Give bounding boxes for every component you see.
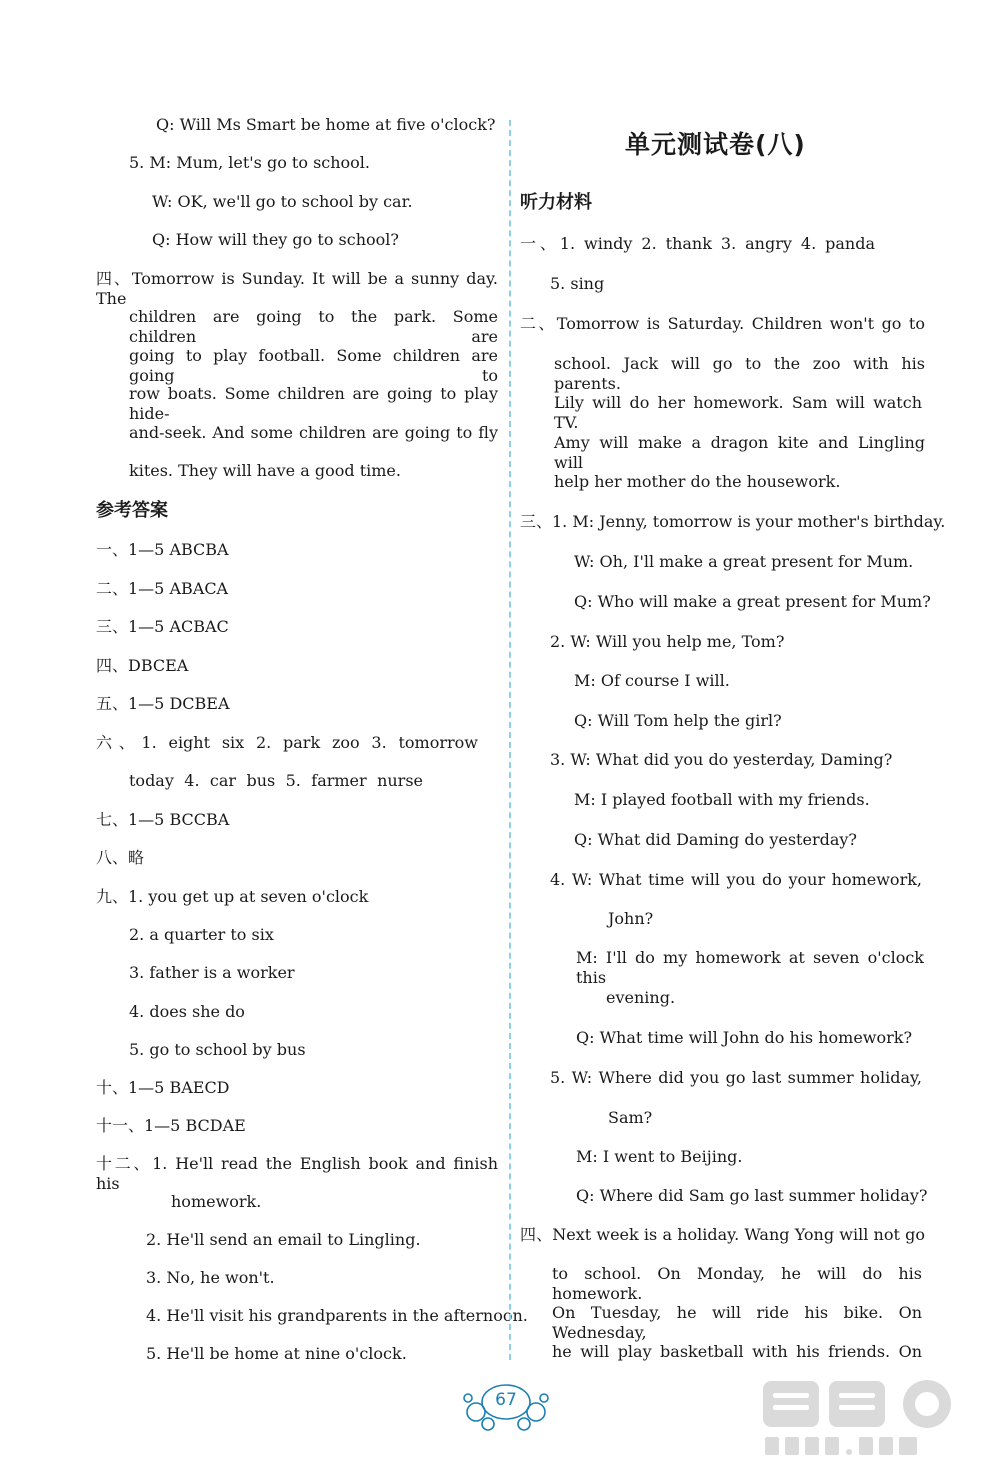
text-line: to school. On Monday, he will do his homework. [552, 1264, 922, 1303]
text-line: Q: How will they go to school? [152, 230, 399, 249]
page-number-badge [460, 1378, 552, 1436]
text-line: 四、Next week is a holiday. Wang Yong will not go [520, 1225, 925, 1244]
answer-line: 六、1. eight six 2. park zoo 3. tomorrow [96, 733, 478, 752]
answer-line: 二、1—5 ABACA [96, 579, 229, 598]
text-line: W: Oh, I'll make a great present for Mum. [574, 552, 914, 571]
text-line: school. Jack will go to the zoo with his parents. [554, 354, 925, 393]
text-line: 二、Tomorrow is Saturday. Children won't go to [520, 314, 925, 333]
page-number: 67 [495, 1390, 517, 1410]
text-line: M: I'll do my homework at seven o'clock this [576, 948, 924, 987]
answer-line: 3. father is a worker [129, 963, 295, 982]
answer-line: 十、1—5 BAECD [96, 1078, 230, 1097]
text-line: Sam? [608, 1108, 653, 1127]
page-title: 单元测试卷(八) [625, 130, 806, 159]
answer-circle-logo-icon [755, 1375, 995, 1465]
text-line: evening. [606, 988, 676, 1007]
text-line: going to play football. Some children are going to [129, 346, 498, 385]
answer-line: 十二、1. He'll read the English book and finish his [96, 1154, 498, 1193]
text-line: M: I played football with my friends. [574, 790, 870, 809]
text-line: 3. W: What did you do yesterday, Daming? [550, 750, 893, 769]
text-line: 4. W: What time will you do your homework, [550, 870, 922, 889]
text-line: children are going to the park. Some children are [129, 307, 498, 346]
text-line: and-seek. And some children are going to fly [129, 423, 498, 442]
watermark-logo [755, 1375, 995, 1465]
text-line: he will play basketball with his friends. On [552, 1342, 922, 1361]
text-line: 5. M: Mum, let's go to school. [129, 153, 371, 172]
answer-line: 4. He'll visit his grandparents in the afternoon. [146, 1306, 528, 1325]
text-line: W: OK, we'll go to school by car. [152, 192, 413, 211]
text-line: 一、1. windy 2. thank 3. angry 4. panda [520, 234, 875, 253]
answer-line: 五、1—5 DCBEA [96, 694, 230, 713]
text-line: 5. sing [550, 274, 605, 293]
answer-line: 九、1. you get up at seven o'clock [96, 887, 369, 906]
answer-line: 4. does she do [129, 1002, 245, 1021]
answer-line: 5. go to school by bus [129, 1040, 306, 1059]
text-line: help her mother do the housework. [554, 472, 841, 491]
answer-line: 三、1—5 ACBAC [96, 617, 229, 636]
text-line: 2. W: Will you help me, Tom? [550, 632, 785, 651]
text-line: 5. W: Where did you go last summer holiday, [550, 1068, 922, 1087]
text-line: Q: Where did Sam go last summer holiday? [576, 1186, 928, 1205]
text-line: 四、Tomorrow is Sunday. It will be a sunny day. The [96, 269, 498, 308]
text-line: M: Of course I will. [574, 671, 730, 690]
text-line: Q: Will Tom help the girl? [574, 711, 782, 730]
answer-line: 一、1—5 ABCBA [96, 540, 229, 559]
answer-line: 2. He'll send an email to Lingling. [146, 1230, 421, 1249]
text-line: kites. They will have a good time. [129, 461, 401, 480]
text-line: Amy will make a dragon kite and Lingling will [554, 433, 925, 472]
answer-line: today 4. car bus 5. farmer nurse [129, 771, 423, 790]
text-line: row boats. Some children are going to play hide- [129, 384, 498, 423]
text-line: Q: Will Ms Smart be home at five o'clock? [156, 115, 496, 134]
answer-line: 5. He'll be home at nine o'clock. [146, 1344, 407, 1363]
text-line: Lily will do her homework. Sam will watch TV. [554, 393, 922, 432]
column-divider [509, 120, 511, 1360]
answer-line: 七、1—5 BCCBA [96, 810, 230, 829]
text-line: On Tuesday, he will ride his bike. On Wednesday, [552, 1303, 922, 1342]
answer-line: 四、DBCEA [96, 656, 189, 675]
text-line: M: I went to Beijing. [576, 1147, 743, 1166]
text-line: Q: Who will make a great present for Mum? [574, 592, 931, 611]
answer-line: homework. [171, 1192, 262, 1211]
text-line: Q: What time will John do his homework? [576, 1028, 913, 1047]
text-line: John? [608, 909, 654, 928]
text-line: Q: What did Daming do yesterday? [574, 830, 857, 849]
answer-line: 十一、1—5 BCDAE [96, 1116, 246, 1135]
answer-line: 八、略 [96, 848, 145, 867]
answer-line: 3. No, he won't. [146, 1268, 275, 1287]
answers-heading: 参考答案 [96, 500, 168, 521]
answer-line: 2. a quarter to six [129, 925, 274, 944]
text-line: 三、1. M: Jenny, tomorrow is your mother's birthday. [520, 512, 946, 531]
section-heading: 听力材料 [520, 192, 592, 213]
